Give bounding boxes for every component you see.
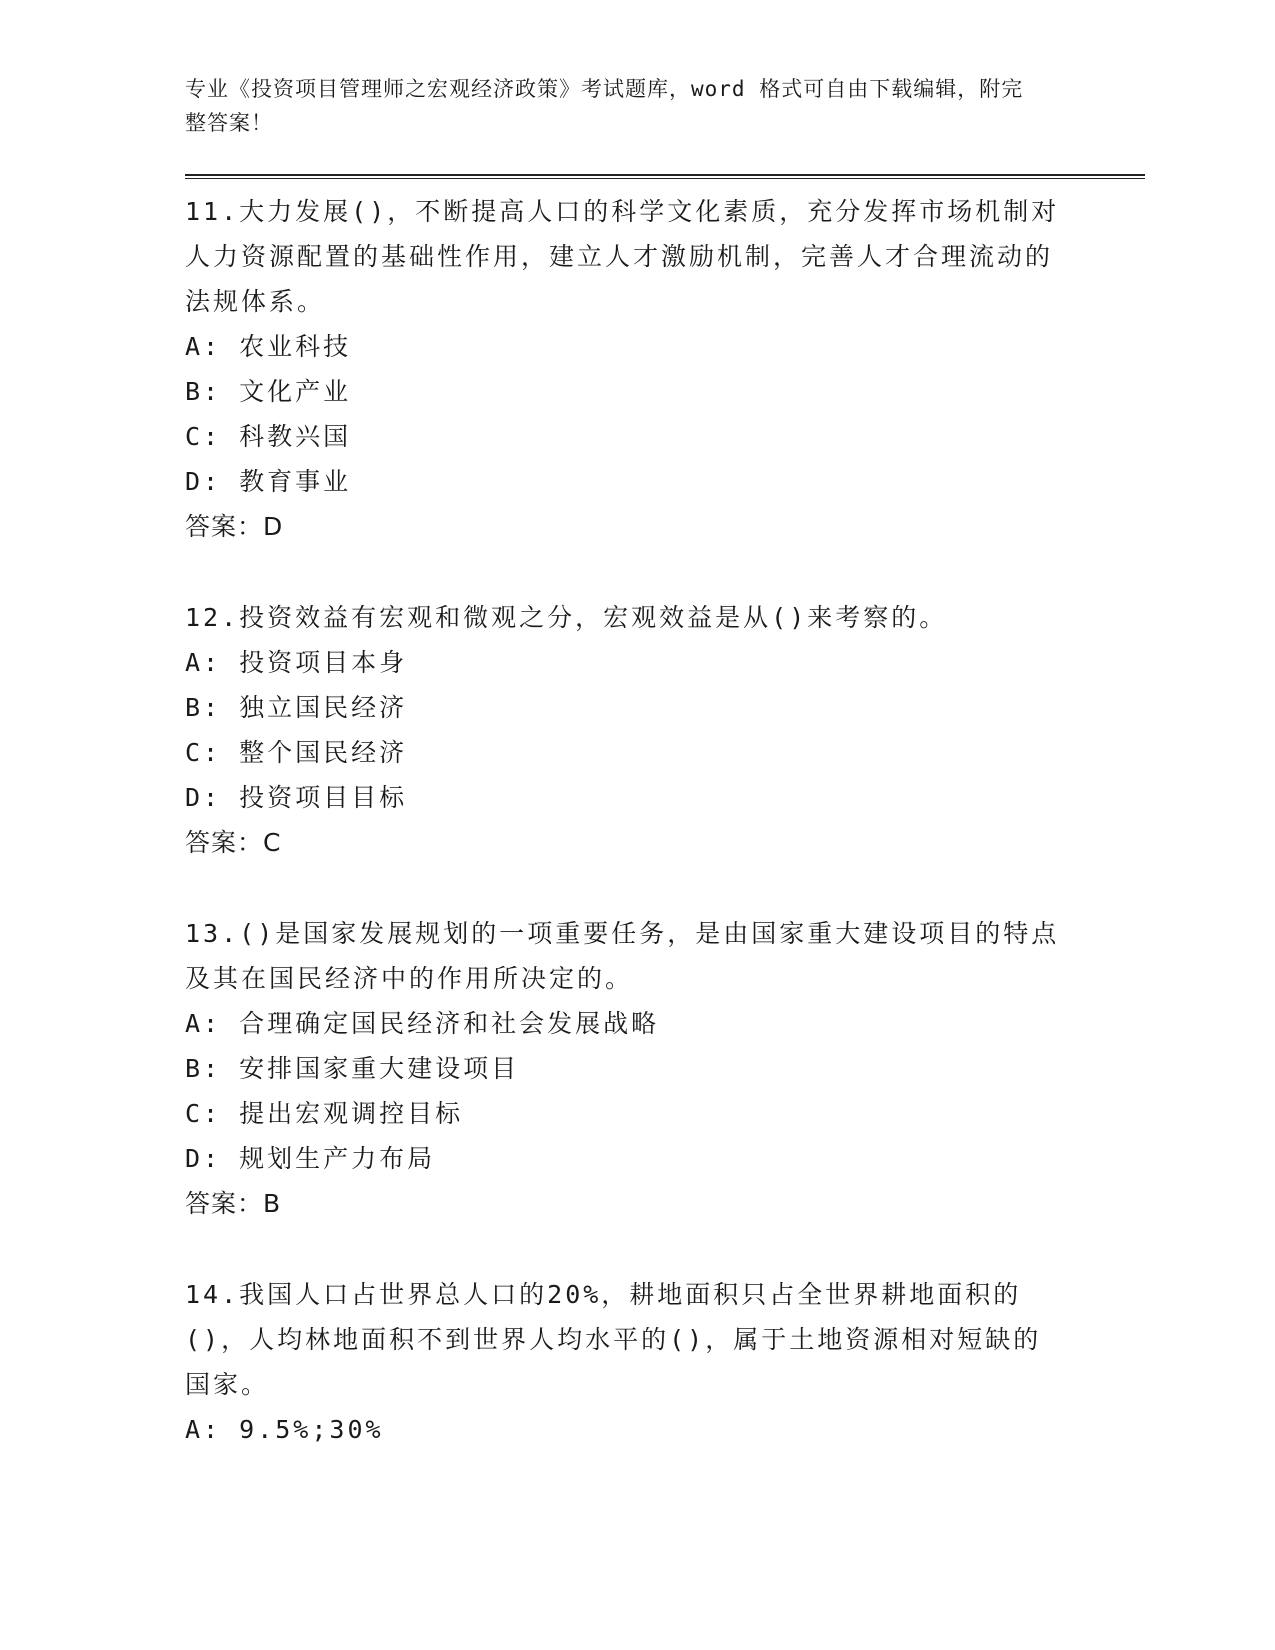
answer: 答案：B <box>185 1189 282 1218</box>
question-stem: 12.投资效益有宏观和微观之分，宏观效益是从()来考察的。 <box>185 603 948 632</box>
header-divider <box>185 174 1145 179</box>
option-b: B: 安排国家重大建设项目 <box>185 1054 520 1083</box>
option-a: A: 合理确定国民经济和社会发展战略 <box>185 1009 660 1038</box>
option-a: A: 农业科技 <box>185 332 352 361</box>
question-stem: 13.()是国家发展规划的一项重要任务，是由国家重大建设项目的特点及其在国民经济中的作用所决定的。 <box>185 919 1060 993</box>
option-b: B: 文化产业 <box>185 377 352 406</box>
option-a: A: 9.5%;30% <box>185 1415 384 1444</box>
document-page <box>185 72 1145 1452</box>
question-stem: 11.大力发展()，不断提高人口的科学文化素质，充分发挥市场机制对人力资源配置的基础性作用，建立人才激励机制，完善人才合理流动的法规体系。 <box>185 197 1060 316</box>
question-14 <box>185 1272 1145 1452</box>
answer: 答案：C <box>185 828 282 857</box>
question-13 <box>185 911 1145 1226</box>
question-12 <box>185 595 1145 865</box>
option-a: A: 投资项目本身 <box>185 648 408 677</box>
option-c: C: 科教兴国 <box>185 422 352 451</box>
question-stem: 14.我国人口占世界总人口的20%，耕地面积只占全世界耕地面积的()，人均林地面积不到世界人均水平的()，属于土地资源相对短缺的国家。 <box>185 1280 1042 1399</box>
answer: 答案：D <box>185 512 284 541</box>
option-c: C: 提出宏观调控目标 <box>185 1099 464 1128</box>
option-d: D: 规划生产力布局 <box>185 1144 436 1173</box>
option-d: D: 投资项目目标 <box>185 783 408 812</box>
document-header: 专业《投资项目管理师之宏观经济政策》考试题库，word 格式可自由下载编辑，附完整答案！ <box>185 77 1024 135</box>
question-11 <box>185 189 1145 549</box>
option-d: D: 教育事业 <box>185 467 352 496</box>
option-b: B: 独立国民经济 <box>185 693 408 722</box>
option-c: C: 整个国民经济 <box>185 738 408 767</box>
